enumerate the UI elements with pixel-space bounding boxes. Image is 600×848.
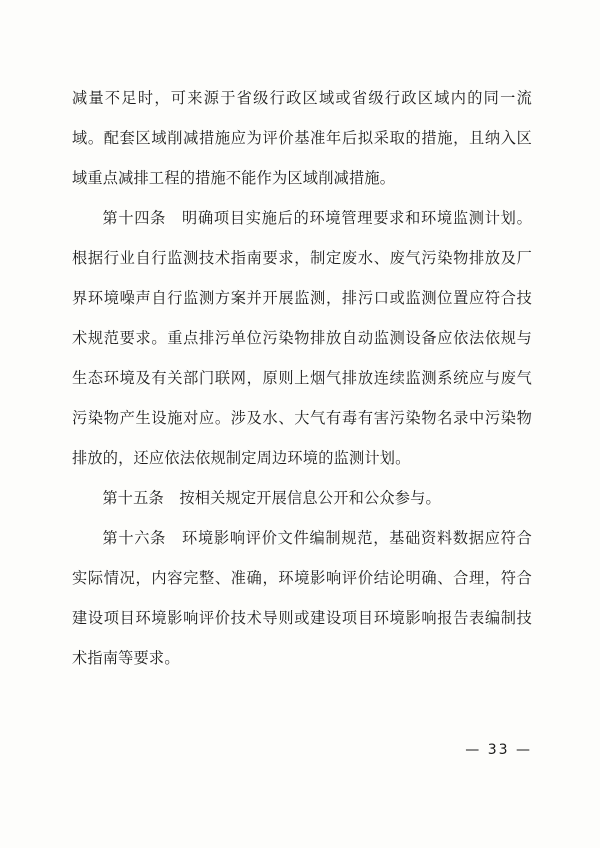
- paragraph: 第十六条 环境影响评价文件编制规范，基础资料数据应符合实际情况，内容完整、准确，环境影响评价结论明确、合理，符合建设项目环境影响评价技术导则或建设项目环境影响报告表编制技术指南等要求。: [72, 529, 532, 667]
- paragraph: 减量不足时，可来源于省级行政区域或省级行政区域内的同一流域。配套区域削减措施应为评价基准年后拟采取的措施，且纳入区域重点减排工程的措施不能作为区域削减措施。: [72, 89, 532, 187]
- paragraph: 第十四条 明确项目实施后的环境管理要求和环境监测计划。根据行业自行监测技术指南要求，制定废水、废气污染物排放及厂界环境噪声自行监测方案并开展监测，排污口或监测位置应符合技术规范要求。重点排污单位污染物排放自动监测设备应依法依规与生态环境及有关部门联网，原则上烟气排放连续监测系统应与废气污染物产生设施对应。涉及水、大气有毒有害污染物名录中污染物排放的，还应依法依规制定周边环境的监测计划。: [72, 209, 532, 467]
- paragraph: 第十五条 按相关规定开展信息公开和公众参与。: [102, 489, 441, 507]
- page-footer: [72, 742, 532, 758]
- page-body: [72, 78, 532, 678]
- page-number: — 33 —: [465, 742, 532, 758]
